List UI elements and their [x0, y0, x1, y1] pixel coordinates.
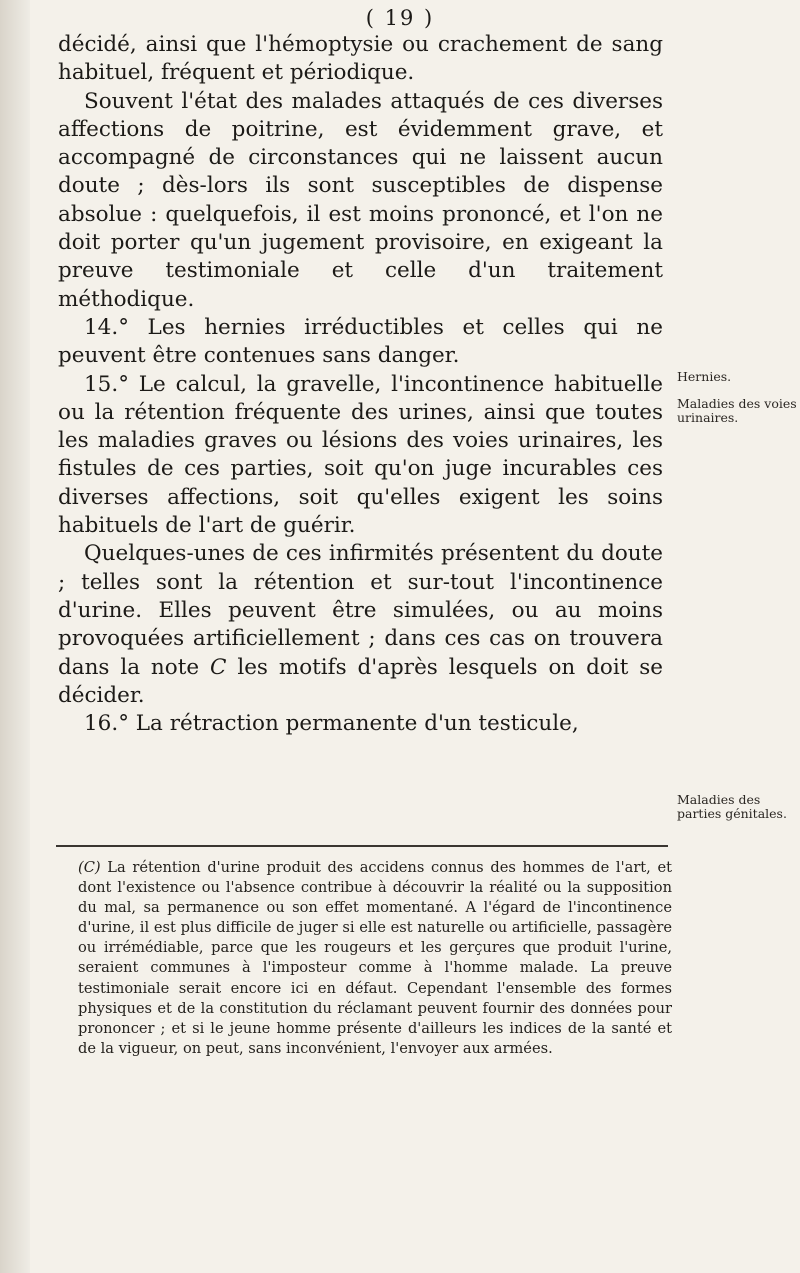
footnote-text: La rétention d'urine produit des accidens connus des hommes de l'art, et dont l'existence ou l'absence contribue à découvrir la réalité ou la supposition du mal, sa permanence ou son effet momentané. A l'égard de l'incontinence d'urine, il est plus difficile de juger si elle est naturelle ou artificielle, passagère ou irrémédiable, parce que les rougeurs et les gerçures que produit l'urine, seraient communes à l'imposteur comme à l'homme malade. La preuve testimoniale serait encore ici en défaut. Cependant l'ensemble des formes physiques et de la constitution du réclamant peuvent fournir des données pour prononcer ; et si le jeune homme présente d'ailleurs les indices de la santé et de la vigueur, on peut, sans inconvénient, l'envoyer aux armées.: [78, 859, 673, 1057]
footnote: [78, 858, 672, 1059]
footnote-rule: [56, 845, 668, 847]
binding-gutter: [0, 0, 30, 1273]
paragraph-5-text-b: les motifs d'après lesquels on doit se décider.: [58, 654, 663, 708]
paragraph-2: Souvent l'état des malades attaqués de ces diverses affections de poitrine, est évidemment grave, et accompagné de circonstances qui ne laissent aucun doute ; dès-lors ils sont susceptibles de dispense absolue : quelquefois, il est moins prononcé, et l'on ne doit porter qu'un jugement provisoire, en exigeant la preuve testimoniale et celle d'un traitement méthodique.: [58, 88, 663, 312]
main-text: [58, 31, 663, 738]
paragraph-3: 14.° Les hernies irréductibles et celles qui ne peuvent être contenues sans danger.: [58, 314, 663, 369]
page-number: ( 19 ): [365, 6, 435, 30]
paragraph-5-text-a: Quelques-unes de ces infirmités présentent du doute ; telles sont la rétention et sur-tout l'incontinence d'urine. Elles peuvent être simulées, ou au moins provoquées artificiellement ; dans ces cas on trouvera dans la note: [58, 541, 663, 680]
note-reference: C: [209, 654, 227, 680]
paragraph-1: décidé, ainsi que l'hémoptysie ou crachement de sang habituel, fréquent et périodique.: [58, 32, 663, 86]
footnote-mark: (C): [78, 859, 101, 876]
paragraph-6: 16.° La rétraction permanente d'un testicule,: [84, 711, 579, 737]
marginal-note-voies-urinaires: Maladies des voies urinaires.: [677, 396, 797, 425]
marginal-note-hernies: Hernies.: [677, 369, 732, 384]
marginal-note-genitales: Maladies des parties génitales.: [677, 792, 787, 821]
paragraph-5: [58, 540, 663, 710]
paragraph-4: 15.° Le calcul, la gravelle, l'incontinence habituelle ou la rétention fréquente des urines, ainsi que toutes les maladies graves ou lésions des voies urinaires, les fistules de ces parties, soit qu'on juge incurables ces diverses affections, soit qu'elles exigent les soins habituels de l'art de guérir.: [58, 371, 663, 539]
